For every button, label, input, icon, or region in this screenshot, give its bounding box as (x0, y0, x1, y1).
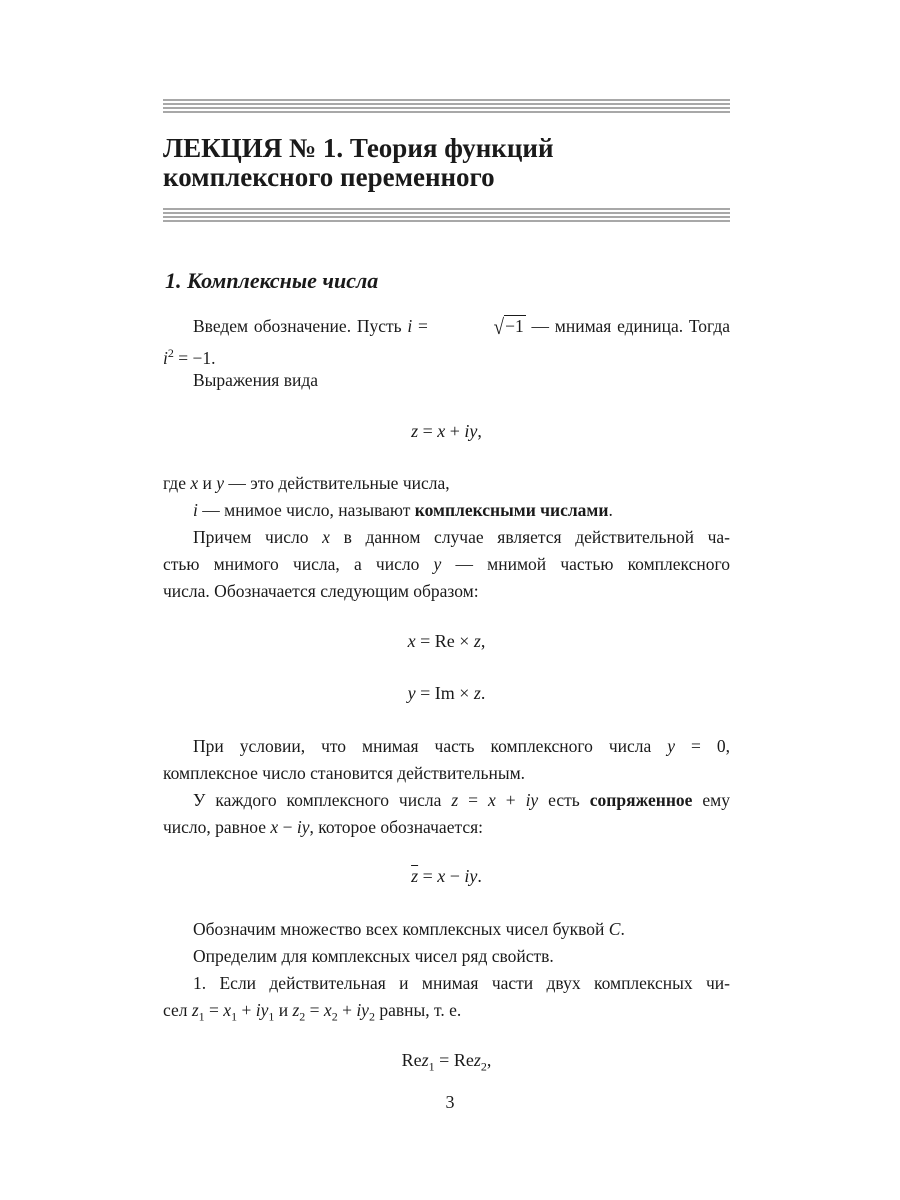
section-title: 1. Комплексные числа (165, 268, 379, 293)
formula-real-equal: Rez$_1$ = Rez$_2$, (401, 1050, 492, 1074)
paragraph-parts-line1: Причем число x в данном случае является действительной ча- (193, 527, 730, 547)
header-rules-top (163, 99, 730, 115)
formula-imag-part: y = Im × z. (407, 683, 486, 703)
lecture-title (163, 134, 730, 192)
formula-conjugate: $\overline{z} = x$ − iy. (411, 866, 482, 886)
paragraph-parts-line3: числа. Обозначается следующим образом: (163, 581, 479, 601)
paragraph-expressions: Выражения вида (193, 370, 319, 390)
paragraph-property1-line2: сел $z_1 = x_1 + iy_1$ и $z_2 = x_2 + iy_2$ равны, т. е. (163, 1000, 462, 1024)
header-rules-bottom (163, 208, 730, 224)
paragraph-conjugate-line2: число, равное x − iy, которое обозначается: (163, 817, 483, 837)
paragraph-property1-line1: 1. Если действительная и мнимая части двух комплексных чи- (193, 973, 730, 993)
paragraph-real-numbers: где x и y — это действительные числа, (163, 473, 450, 493)
paragraph-conjugate-line1: У каждого комплексного числа z = x + iy есть сопряженное ему (193, 790, 731, 810)
paragraph-properties: Определим для комплексных чисел ряд свойств. (193, 946, 554, 966)
formula-z: z = x + iy, (411, 421, 482, 441)
formula-real-part: x = Re × z, (407, 631, 486, 651)
page-number: 3 (445, 1092, 455, 1112)
paragraph-complex-definition: i — мнимое число, называют комплексными числами. (193, 500, 613, 520)
lecture-title-line1: ЛЕКЦИЯ № 1. Теория функций (163, 133, 554, 163)
sqrt-symbol: √−1 (493, 315, 524, 340)
paragraph-condition-line2: комплексное число становится действительным. (163, 763, 526, 783)
paragraph-condition-line1: При условии, что мнимая часть комплексного числа y = 0, (193, 736, 730, 756)
paragraph-parts-line2: стью мнимого числа, а число y — мнимой частью комплексного (163, 554, 730, 574)
lecture-title-line2: комплексного переменного (163, 162, 495, 192)
z-bar: $\overline{z}$ (411, 866, 419, 886)
paragraph-set-c: Обозначим множество всех комплексных чисел буквой C. (193, 919, 625, 939)
paragraph-i-squared: $i^2 = -1$. (163, 346, 216, 368)
paragraph-imaginary-unit: Введем обозначение. Пусть i = √−1 — мнимая единица. Тогда (163, 313, 730, 341)
